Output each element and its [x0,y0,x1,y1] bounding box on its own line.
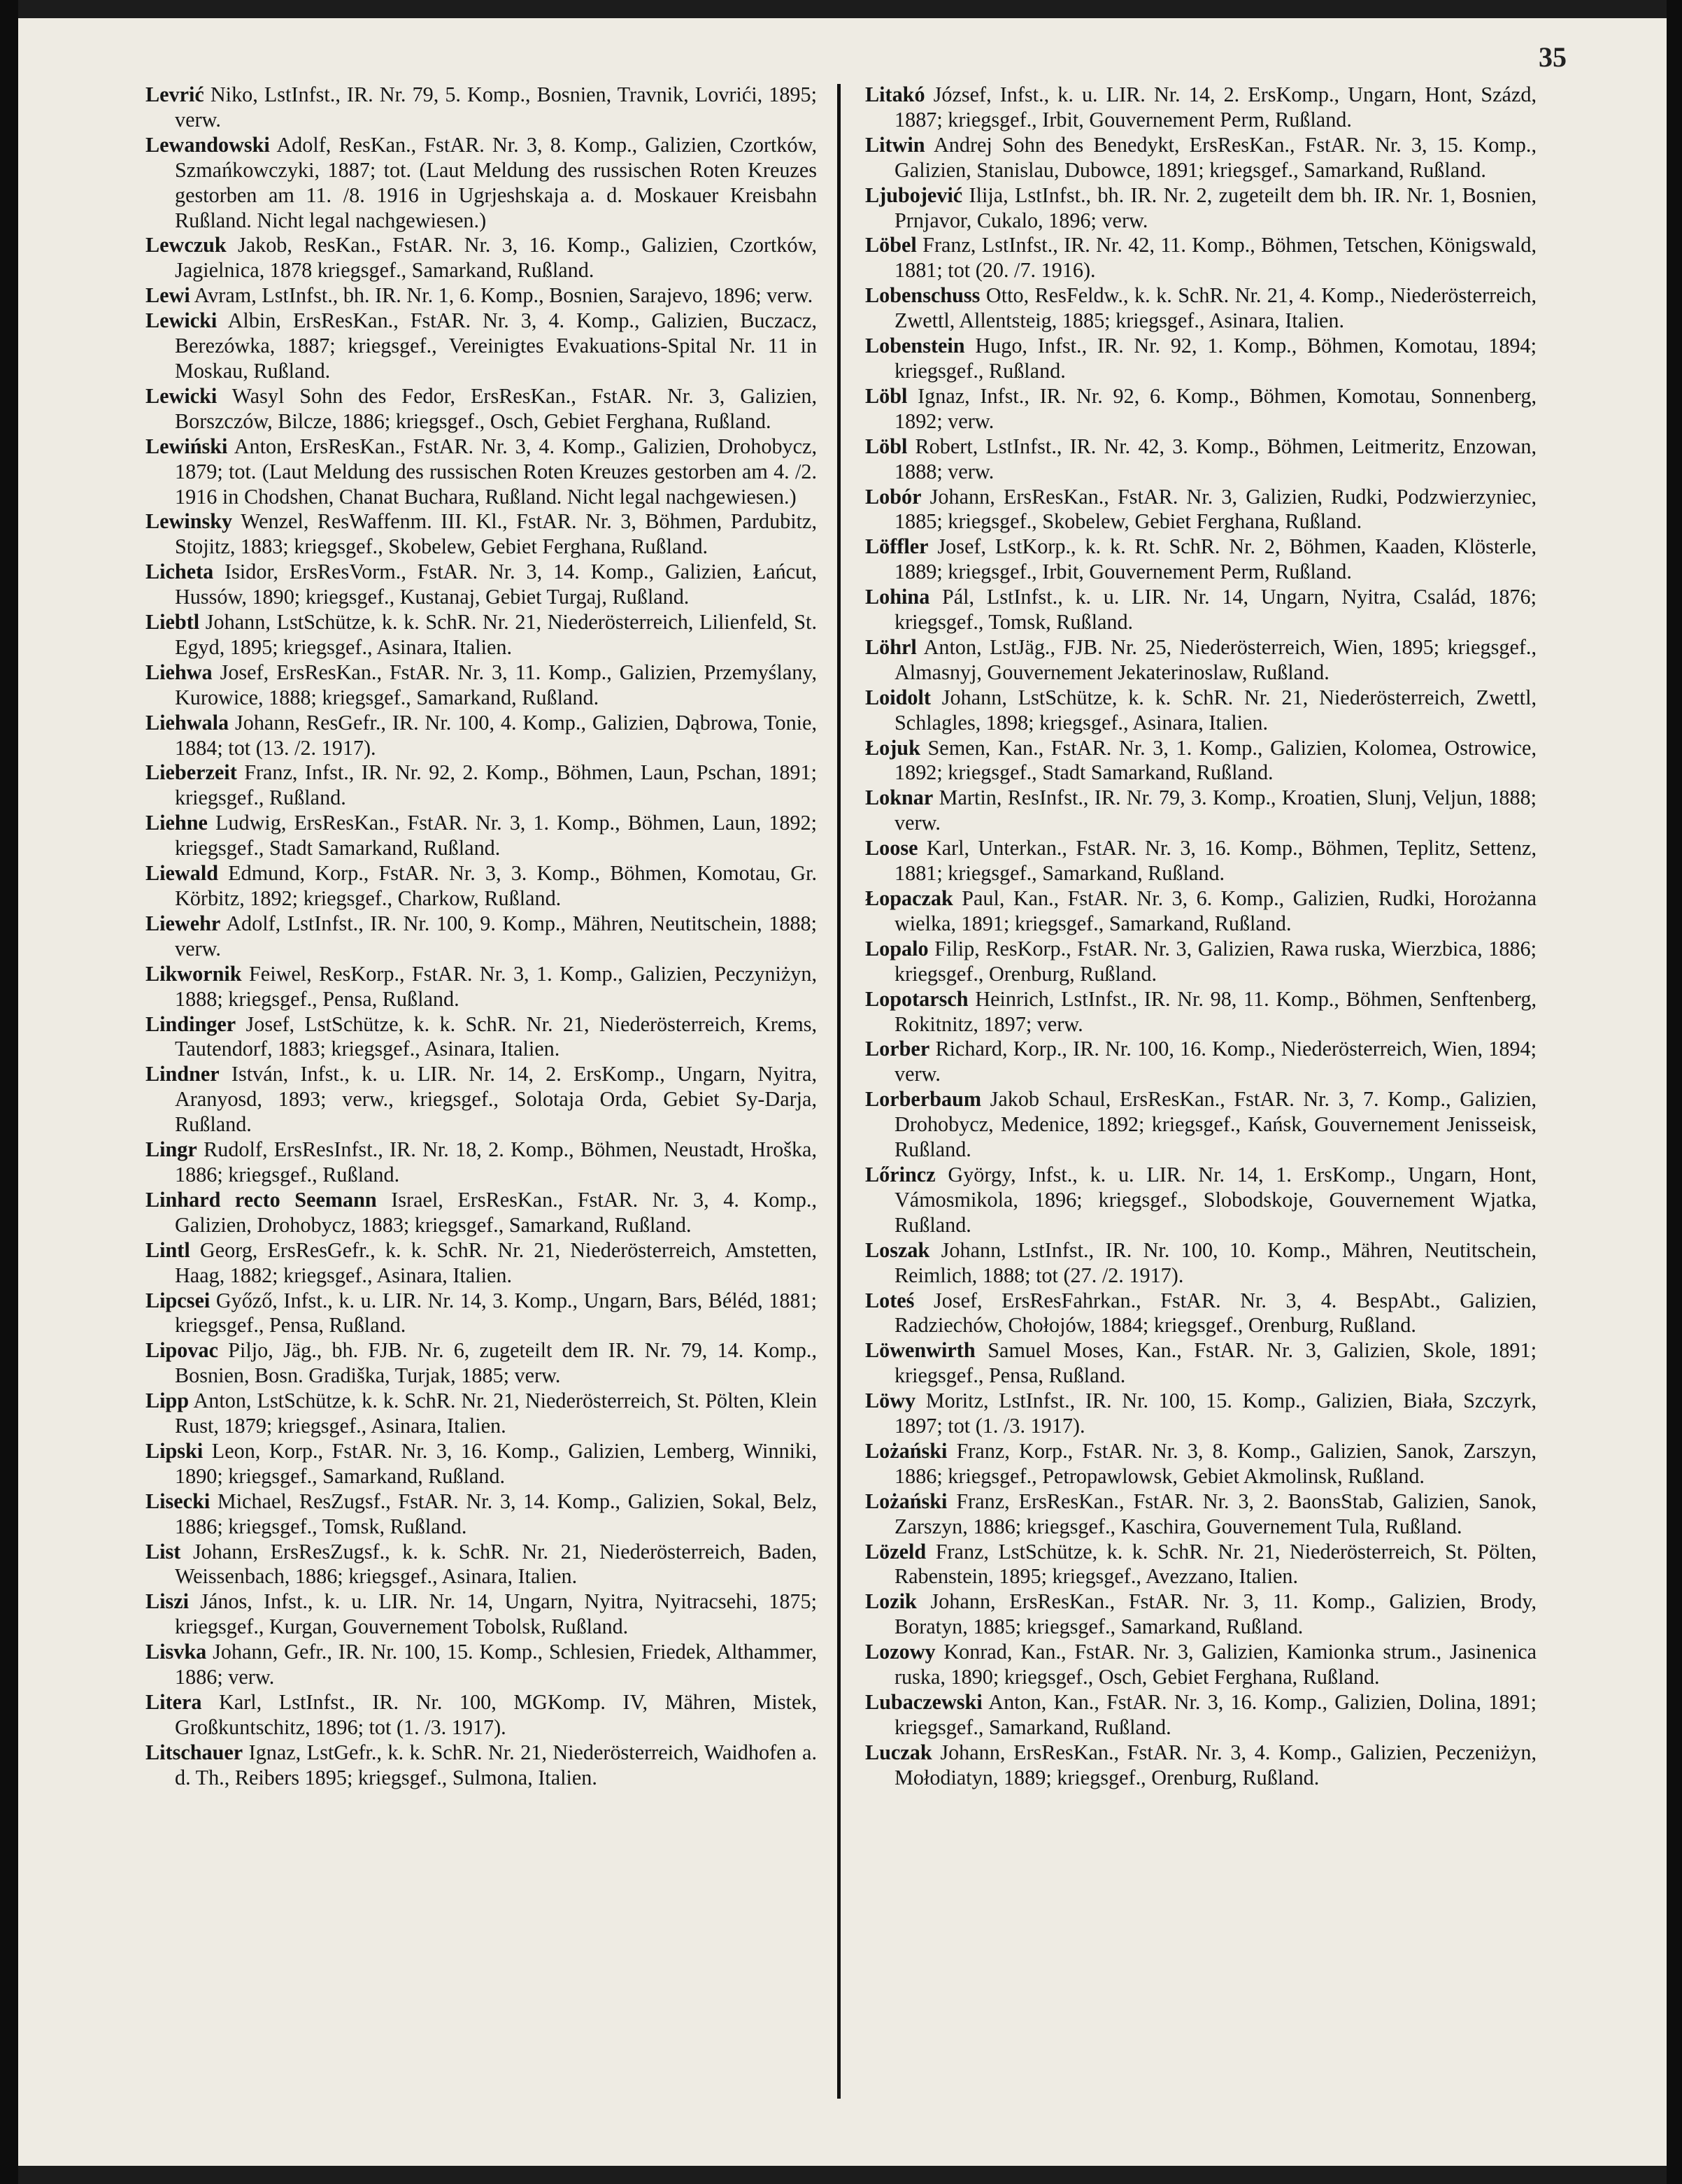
entry-details: Michael, ResZugsf., FstAR. Nr. 3, 14. Komp., Galizien, Sokal, Belz, 1886; kriegsgef., Tomsk, Rußland. [175,1489,817,1538]
list-entry [865,786,1537,836]
entry-details: Samuel Moses, Kan., FstAR. Nr. 3, Galizien, Skole, 1891; kriegsgef., Pensa, Rußland. [895,1338,1537,1388]
scan-border-top [0,0,1682,18]
list-entry [145,509,817,560]
entry-surname: Loidolt [865,685,931,709]
list-entry [145,1389,817,1439]
entry-details: Győző, Infst., k. u. LIR. Nr. 14, 3. Komp., Ungarn, Bars, Béléd, 1881; kriegsgef., Pensa, Rußland. [175,1288,817,1338]
entry-details: Leon, Korp., FstAR. Nr. 3, 16. Komp., Galizien, Lemberg, Winniki, 1890; kriegsgef., Samarkand, Rußland. [175,1438,817,1488]
entry-details: János, Infst., k. u. LIR. Nr. 14, Ungarn, Nyitra, Nyitracsehi, 1875; kriegsgef., Kurgan, Gouvernement Tobolsk, Rußland. [175,1589,817,1639]
list-entry [865,434,1537,485]
list-entry [865,133,1537,183]
entry-details: Karl, Unterkan., FstAR. Nr. 3, 16. Komp., Böhmen, Teplitz, Settenz, 1881; kriegsgef., Samarkand, Rußland. [895,836,1537,886]
scan-border-left [0,0,18,2184]
entry-details: Johann, LstInfst., IR. Nr. 100, 10. Komp., Mähren, Neutitschein, Reimlich, 1888; tot (27. /2. 1917). [895,1238,1537,1287]
entry-surname: Lobenschuss [865,283,981,308]
entry-surname: Lewczuk [145,233,227,257]
entry-surname: Löwenwirth [865,1338,976,1363]
list-entry [145,83,817,133]
list-entry [145,233,817,283]
list-entry [865,183,1537,234]
list-entry [145,912,817,962]
list-entry [145,560,817,610]
entry-surname: Lintl [145,1238,190,1262]
entry-details: Johann, ErsResZugsf., k. k. SchR. Nr. 21, Niederösterreich, Baden, Weissenbach, 1886; kriegsgef., Asinara, Italien. [175,1539,817,1589]
entry-details: Ignaz, LstGefr., k. k. SchR. Nr. 21, Niederösterreich, Waidhofen a. d. Th., Reibers 1895; kriegsgef., Sulmona, Italien. [175,1740,817,1789]
entry-surname: Loose [865,836,918,860]
entry-surname: Lipovac [145,1338,218,1363]
entry-details: Albin, ErsResKan., FstAR. Nr. 3, 4. Komp., Galizien, Buczacz, Berezówka, 1887; kriegsgef., Vereinigtes Evakuations-Spital Nr. 11 in Moskau, Rußland. [175,309,817,383]
entry-surname: Lingr [145,1137,197,1162]
entry-details: Anton, LstSchütze, k. k. SchR. Nr. 21, Niederösterreich, St. Pölten, Klein Rust, 1879; kriegsgef., Asinara, Italien. [175,1389,817,1438]
entry-details: Jakob Schaul, ErsResKan., FstAR. Nr. 3, 7. Komp., Galizien, Drohobycz, Medenice, 1892; kriegsgef., Kańsk, Gouvernement Jenisseisk, Rußland. [895,1087,1537,1162]
list-entry [865,1640,1537,1690]
list-entry [145,384,817,434]
list-entry [145,811,817,861]
entry-details: Johann, ErsResKan., FstAR. Nr. 3, 11. Komp., Galizien, Brody, Boratyn, 1885; kriegsgef., Samarkand, Rußland. [895,1589,1537,1639]
entry-details: Andrej Sohn des Benedykt, ErsResKan., FstAR. Nr. 3, 15. Komp., Galizien, Stanislau, Dubowce, 1891; kriegsgef., Samarkand, Rußland. [895,132,1537,182]
entry-details: Johann, ErsResKan., FstAR. Nr. 3, 4. Komp., Galizien, Peczeniżyn, Mołodiatyn, 1889; kriegsgef., Orenburg, Rußland. [895,1740,1537,1789]
entry-surname: Lewiński [145,434,228,458]
entry-surname: Lożański [865,1489,948,1513]
list-entry [865,1087,1537,1163]
entry-surname: Liewald [145,861,218,886]
entry-surname: Löbel [865,233,917,257]
entry-details: György, Infst., k. u. LIR. Nr. 14, 1. ErsKomp., Ungarn, Hont, Vámosmikola, 1896; kriegsgef., Slobodskoje, Gouvernement Wjatka, Rußland. [895,1162,1537,1237]
list-entry [865,1238,1537,1289]
list-entry [865,1540,1537,1590]
entry-details: Franz, LstSchütze, k. k. SchR. Nr. 21, Niederösterreich, St. Pölten, Rabenstein, 1895; kriegsgef., Avezzano, Italien. [895,1539,1537,1589]
entry-details: Anton, LstJäg., FJB. Nr. 25, Niederösterreich, Wien, 1895; kriegsgef., Almasnyj, Gouvernement Jekaterinoslaw, Rußland. [895,634,1537,684]
list-entry [865,635,1537,686]
list-entry [865,334,1537,384]
entry-details: Jakob, ResKan., FstAR. Nr. 3, 16. Komp., Galizien, Czortków, Jagielnica, 1878 kriegsgef., Samarkand, Rußland. [175,233,817,283]
entry-details: Adolf, LstInfst., IR. Nr. 100, 9. Komp., Mähren, Neutitschein, 1888; verw. [175,911,817,960]
entry-details: Otto, ResFeldw., k. k. SchR. Nr. 21, 4. Komp., Niederösterreich, Zwettl, Allentsteig, 1885; kriegsgef., Asinara, Italien. [895,283,1537,333]
entry-details: István, Infst., k. u. LIR. Nr. 14, 2. ErsKomp., Ungarn, Nyitra, Aranyosd, 1893; verw., kriegsgef., Solotaja Orda, Gebiet Sy-Darja, Rußland. [175,1062,817,1137]
entry-details: Franz, LstInfst., IR. Nr. 42, 11. Komp., Böhmen, Tetschen, Königswald, 1881; tot (20. /7. 1916). [895,233,1537,283]
entry-surname: Lewicki [145,309,218,333]
list-entry [145,610,817,660]
entry-details: Johann, LstSchütze, k. k. SchR. Nr. 21, Niederösterreich, Zwettl, Schlagles, 1898; kriegsgef., Asinara, Italien. [895,685,1537,735]
entry-surname: Lewinsky [145,509,233,534]
entry-details: Franz, Infst., IR. Nr. 92, 2. Komp., Böhmen, Laun, Pschan, 1891; kriegsgef., Rußland. [175,760,817,810]
entry-details: Ludwig, ErsResKan., FstAR. Nr. 3, 1. Komp., Böhmen, Laun, 1892; kriegsgef., Stadt Samarkand, Rußland. [175,811,817,860]
entry-surname: Löbl [865,434,908,458]
entry-surname: Lisecki [145,1489,211,1513]
scan-border-bottom [0,2166,1682,2184]
entry-details: Konrad, Kan., FstAR. Nr. 3, Galizien, Kamionka strum., Jasinenica ruska, 1890; kriegsgef., Osch, Gebiet Ferghana, Rußland. [895,1640,1537,1689]
entry-surname: Loszak [865,1238,930,1262]
list-entry [865,534,1537,585]
list-entry [865,485,1537,535]
entry-surname: Lozowy [865,1640,936,1664]
entry-details: Avram, LstInfst., bh. IR. Nr. 1, 6. Komp., Bosnien, Sarajevo, 1896; verw. [190,283,813,308]
list-entry [145,962,817,1012]
entry-details: Moritz, LstInfst., IR. Nr. 100, 15. Komp., Galizien, Biała, Szczyrk, 1897; tot (1. /3. 1917). [895,1389,1537,1438]
list-entry [865,987,1537,1037]
entry-details: Franz, Korp., FstAR. Nr. 3, 8. Komp., Galizien, Sanok, Zarszyn, 1886; kriegsgef., Petropawlowsk, Gebiet Akmolinsk, Rußland. [895,1438,1537,1488]
entry-details: Adolf, ResKan., FstAR. Nr. 3, 8. Komp., Galizien, Czortków, Szmańkowczyki, 1887; tot. (Laut Meldung des russischen Roten Kreuzes gestorben am 11. /8. 1916 in Ugrjeshskaja a. d. Moskauer Kreisbahn Rußland. Nicht legal nachgewiesen.) [175,132,817,232]
entry-details: Georg, ErsResGefr., k. k. SchR. Nr. 21, Niederösterreich, Amstetten, Haag, 1882; kriegsgef., Asinara, Italien. [175,1238,817,1287]
entry-details: Paul, Kan., FstAR. Nr. 3, 6. Komp., Galizien, Rudki, Horożanna wielka, 1891; kriegsgef., Samarkand, Rußland. [895,886,1537,935]
entry-surname: Ljubojević [865,183,963,207]
entry-details: Josef, LstSchütze, k. k. SchR. Nr. 21, Niederösterreich, Krems, Tautendorf, 1883; kriegsgef., Asinara, Italien. [175,1012,817,1061]
entry-surname: Lorberbaum [865,1087,982,1112]
entry-details: Niko, LstInfst., IR. Nr. 79, 5. Komp., Bosnien, Travnik, Lovrići, 1895; verw. [175,83,817,132]
list-entry [865,585,1537,635]
entry-details: Robert, LstInfst., IR. Nr. 42, 3. Komp., Böhmen, Leitmeritz, Enzowan, 1888; verw. [895,434,1537,483]
entry-details: Wenzel, ResWaffenm. III. Kl., FstAR. Nr. 3, Böhmen, Pardubitz, Stojitz, 1883; kriegsgef., Skobelew, Gebiet Ferghana, Rußland. [175,509,817,559]
list-entry [865,1690,1537,1740]
entry-surname: Lindner [145,1062,220,1086]
list-entry [145,1062,817,1137]
entry-surname: Liehne [145,811,208,835]
entry-details: Josef, ErsResKan., FstAR. Nr. 3, 11. Komp., Galizien, Przemyślany, Kurowice, 1888; kriegsgef., Samarkand, Rußland. [175,660,817,709]
entry-surname: Lőrincz [865,1162,936,1186]
entry-surname: Lipp [145,1389,190,1413]
list-entry [865,1163,1537,1238]
entry-details: Anton, ErsResKan., FstAR. Nr. 3, 4. Komp., Galizien, Drohobycz, 1879; tot. (Laut Meldung des russischen Roten Kreuzes gestorben am 4. /2. 1916 in Chodshen, Chanat Buchara, Rußland. Nicht legal nachgewiesen.) [175,434,817,509]
entry-details: Heinrich, LstInfst., IR. Nr. 98, 11. Komp., Böhmen, Senftenberg, Rokitnitz, 1897; verw. [895,986,1537,1036]
entry-surname: Lorber [865,1037,930,1061]
entry-surname: Lubaczewski [865,1690,983,1714]
list-entry [865,1289,1537,1339]
list-entry [145,434,817,510]
entry-surname: Lożański [865,1438,948,1463]
entry-details: Isidor, ErsResVorm., FstAR. Nr. 3, 14. Komp., Galizien, Łańcut, Hussów, 1890; kriegsgef., Kustanaj, Gebiet Turgaj, Rußland. [175,560,817,609]
entry-details: Wasyl Sohn des Fedor, ErsResKan., FstAR. Nr. 3, Galizien, Borszczów, Bilcze, 1886; kriegsgef., Osch, Gebiet Ferghana, Rußland. [175,383,817,433]
list-entry [145,1289,817,1339]
list-entry [145,660,817,711]
entry-details: Johann, ResGefr., IR. Nr. 100, 4. Komp., Galizien, Dąbrowa, Tonie, 1884; tot (13. /2. 1917). [175,710,817,760]
entry-surname: Lewi [145,283,190,308]
list-entry [145,1690,817,1740]
entry-surname: Łopaczak [865,886,953,910]
entry-surname: Lipcsei [145,1288,211,1312]
entry-details: Semen, Kan., FstAR. Nr. 3, 1. Komp., Galizien, Kolomea, Ostrowice, 1892; kriegsgef., Stadt Samarkand, Rußland. [895,735,1537,785]
left-column [145,83,817,2125]
entry-surname: Löhrl [865,634,917,659]
entry-surname: Lindinger [145,1012,236,1036]
entry-details: Karl, LstInfst., IR. Nr. 100, MGKomp. IV, Mähren, Mistek, Großkuntschitz, 1896; tot (1. /3. 1917). [175,1690,817,1739]
list-entry [145,133,817,234]
entry-surname: Liehwa [145,660,213,684]
entry-surname: Lewicki [145,383,218,408]
list-entry [145,1137,817,1188]
list-entry [865,836,1537,886]
entry-surname: Liszi [145,1589,190,1614]
entry-surname: Lopotarsch [865,986,969,1011]
list-entry [865,1037,1537,1087]
list-entry [865,736,1537,786]
entry-details: Johann, LstSchütze, k. k. SchR. Nr. 21, Niederösterreich, Lilienfeld, St. Egyd, 1895; kriegsgef., Asinara, Italien. [175,610,817,659]
list-entry [145,1238,817,1289]
entry-details: József, Infst., k. u. LIR. Nr. 14, 2. ErsKomp., Ungarn, Hont, Százd, 1887; kriegsgef., Irbit, Gouvernement Perm, Rußland. [895,83,1537,132]
entry-details: Josef, LstKorp., k. k. Rt. SchR. Nr. 2, Böhmen, Kaaden, Klösterle, 1889; kriegsgef., Irbit, Gouvernement Perm, Rußland. [895,534,1537,584]
list-entry [145,711,817,761]
list-entry [145,861,817,912]
column-divider [837,84,841,2099]
entry-details: Hugo, Infst., IR. Nr. 92, 1. Komp., Böhmen, Komotau, 1894; kriegsgef., Rußland. [895,334,1537,383]
entry-surname: Liehwala [145,710,229,735]
entry-details: Ilija, LstInfst., bh. IR. Nr. 2, zugeteilt dem bh. IR. Nr. 1, Bosnien, Prnjavor, Cukalo, 1896; verw. [895,183,1537,232]
entry-details: Franz, ErsResKan., FstAR. Nr. 3, 2. BaonsStab, Galizien, Sanok, Zarszyn, 1886; kriegsgef., Kaschira, Gouvernement Tula, Rußland. [895,1489,1537,1538]
list-entry [865,1389,1537,1439]
entry-surname: Löffler [865,534,929,559]
list-entry [145,1012,817,1063]
list-entry [145,283,817,309]
entry-surname: Litakó [865,83,925,106]
entry-surname: Lozik [865,1589,917,1614]
entry-surname: Łojuk [865,735,920,760]
entry-details: Johann, ErsResKan., FstAR. Nr. 3, Galizien, Rudki, Podzwierzyniec, 1885; kriegsgef., Skobelew, Gebiet Ferghana, Rußland. [895,484,1537,534]
entry-surname: Liebtl [145,610,200,634]
entry-surname: Löwy [865,1389,916,1413]
scan-border-right [1667,0,1682,2184]
entry-surname: Lipski [145,1438,204,1463]
list-entry [145,1439,817,1489]
entry-surname: Litera [145,1690,202,1714]
list-entry [145,1740,817,1791]
entry-details: Filip, ResKorp., FstAR. Nr. 3, Galizien, Rawa ruska, Wierzbica, 1886; kriegsgef., Orenburg, Rußland. [895,936,1537,986]
entry-details: Pál, LstInfst., k. u. LIR. Nr. 14, Ungarn, Nyitra, Család, 1876; kriegsgef., Tomsk, Rußland. [895,585,1537,634]
list-entry [145,1540,817,1590]
list-entry [865,937,1537,987]
entry-surname: Licheta [145,560,214,584]
entry-surname: Lieberzeit [145,760,237,785]
list-entry [145,1489,817,1540]
entry-surname: Linhard recto Seemann [145,1187,377,1212]
list-entry [865,1589,1537,1640]
entry-surname: Lopalo [865,936,929,960]
entry-surname: Lözeld [865,1539,927,1563]
entry-surname: Lohina [865,585,930,609]
list-entry [865,886,1537,937]
list-entry [865,233,1537,283]
entry-details: Richard, Korp., IR. Nr. 100, 16. Komp., Niederösterreich, Wien, 1894; verw. [895,1037,1537,1086]
list-entry [145,309,817,384]
page-number: 35 [1539,41,1567,73]
entry-surname: Lisvka [145,1640,207,1664]
entry-surname: Lobór [865,484,922,509]
list-entry [145,760,817,811]
entry-details: Josef, ErsResFahrkan., FstAR. Nr. 3, 4. BespAbt., Galizien, Radziechów, Chołojów, 1884; kriegsgef., Orenburg, Rußland. [895,1288,1537,1338]
right-column [865,83,1537,2125]
list-entry [865,686,1537,736]
entry-surname: Levrić [145,83,204,106]
list-entry [865,1439,1537,1489]
list-entry [865,1740,1537,1791]
list-entry [145,1188,817,1238]
entry-surname: Lewandowski [145,132,270,157]
entry-details: Feiwel, ResKorp., FstAR. Nr. 3, 1. Komp., Galizien, Peczyniżyn, 1888; kriegsgef., Pensa, Rußland. [175,961,817,1011]
entry-details: Israel, ErsResKan., FstAR. Nr. 3, 4. Komp., Galizien, Drohobycz, 1883; kriegsgef., Samarkand, Rußland. [175,1187,817,1237]
entry-details: Edmund, Korp., FstAR. Nr. 3, 3. Komp., Böhmen, Komotau, Gr. Körbitz, 1892; kriegsgef., Charkow, Rußland. [175,861,817,910]
list-entry [145,1589,817,1640]
entry-surname: Litschauer [145,1740,243,1764]
entry-surname: Luczak [865,1740,932,1764]
entry-details: Martin, ResInfst., IR. Nr. 79, 3. Komp., Kroatien, Slunj, Veljun, 1888; verw. [895,786,1537,835]
entry-details: Johann, Gefr., IR. Nr. 100, 15. Komp., Schlesien, Friedek, Althammer, 1886; verw. [175,1640,817,1689]
list-entry [865,83,1537,133]
entry-details: Ignaz, Infst., IR. Nr. 92, 6. Komp., Böhmen, Komotau, Sonnenberg, 1892; verw. [895,383,1537,433]
entry-surname: Likwornik [145,961,242,986]
entry-surname: Loteś [865,1288,915,1312]
entry-surname: Löbl [865,383,908,408]
list-entry [865,283,1537,334]
entry-surname: List [145,1539,181,1563]
list-entry [865,1489,1537,1540]
list-entry [145,1640,817,1690]
list-entry [145,1338,817,1389]
entry-surname: Lobenstein [865,334,965,358]
entry-surname: Loknar [865,786,934,810]
entry-details: Rudolf, ErsResInfst., IR. Nr. 18, 2. Komp., Böhmen, Neustadt, Hroška, 1886; kriegsgef., Rußland. [175,1137,817,1186]
entry-details: Piljo, Jäg., bh. FJB. Nr. 6, zugeteilt dem IR. Nr. 79, 14. Komp., Bosnien, Bosn. Gradiška, Turjak, 1885; verw. [175,1338,817,1388]
entry-surname: Litwin [865,132,925,157]
list-entry [865,1338,1537,1389]
list-entry [865,384,1537,434]
entry-surname: Liewehr [145,911,221,935]
entry-details: Anton, Kan., FstAR. Nr. 3, 16. Komp., Galizien, Dolina, 1891; kriegsgef., Samarkand, Rußland. [895,1690,1537,1739]
